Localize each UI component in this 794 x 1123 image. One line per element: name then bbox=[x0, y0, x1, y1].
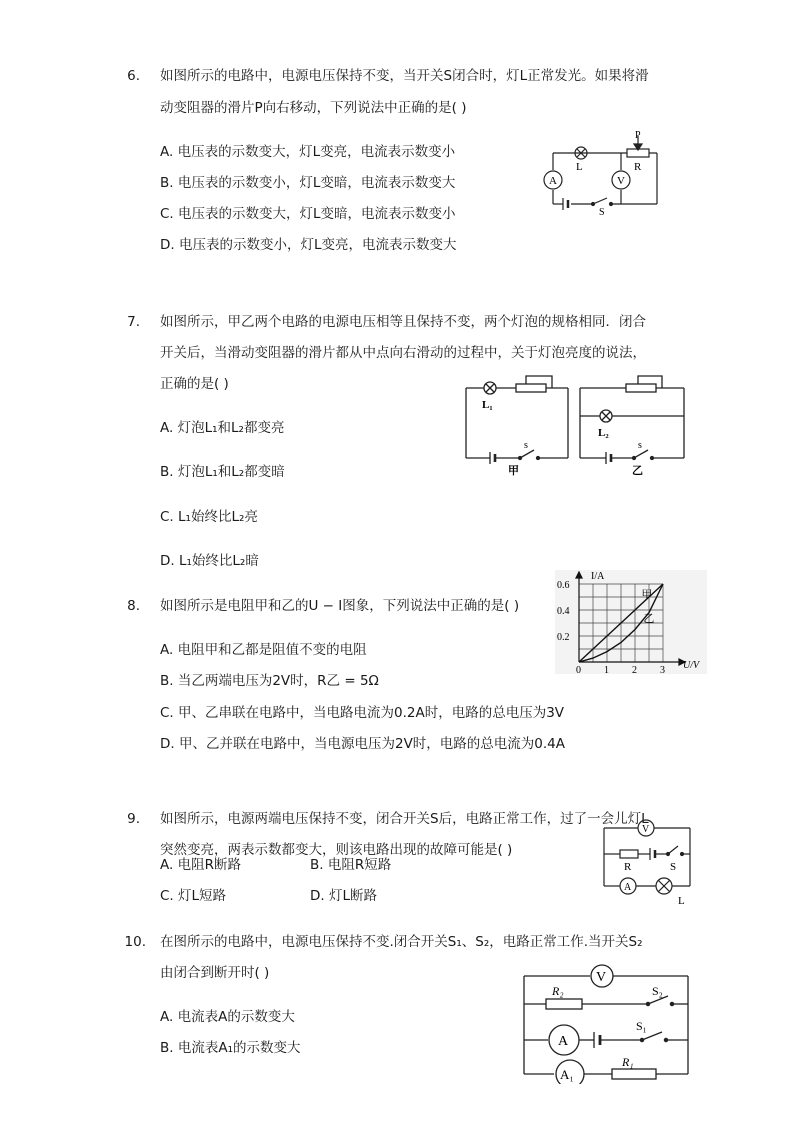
q10-label-s2: S₂ bbox=[652, 984, 663, 998]
q9-label-a: A bbox=[624, 882, 632, 893]
q8-x-tick-label: 2 bbox=[632, 665, 637, 674]
q8-y-tick-label: 0.6 bbox=[557, 580, 570, 591]
q7-circuit-figure bbox=[458, 370, 690, 478]
q6-number: 6. bbox=[127, 68, 140, 84]
q6-circuit-figure bbox=[535, 130, 665, 215]
q10-label-r1: R₁ bbox=[622, 1055, 634, 1069]
q8-y-tick-label: 0.2 bbox=[557, 632, 570, 643]
q7-stem-line2: 开关后，当滑动变阻器的滑片都从中点向右滑动的过程中，关于灯泡亮度的说法， bbox=[160, 345, 646, 361]
q10-stem-line1: 在图所示的电路中，电源电压保持不变.闭合开关S₁、S₂，电路正常工作.当开关S₂ bbox=[160, 934, 643, 950]
q8-x-tick-label: 1 bbox=[604, 665, 609, 674]
q9-option-a[interactable]: A. 电阻R断路 bbox=[160, 857, 241, 873]
q7-option-b[interactable]: B. 灯泡L₁和L₂都变暗 bbox=[160, 464, 285, 480]
q8-number: 8. bbox=[127, 598, 140, 614]
q7-label-s-jia: s bbox=[524, 440, 528, 451]
q7-label-jia: 甲 bbox=[508, 465, 519, 477]
q6-option-b[interactable]: B. 电压表的示数变小，灯L变暗，电流表示数变大 bbox=[160, 175, 456, 191]
q8-stem-line1: 如图所示是电阻甲和乙的U − I图象，下列说法中正确的是( ) bbox=[160, 598, 520, 614]
q9-circuit-figure bbox=[598, 816, 698, 906]
q10-number: 10. bbox=[124, 934, 146, 950]
q10-option-b[interactable]: B. 电流表A₁的示数变大 bbox=[160, 1040, 301, 1056]
q6-stem-line1: 如图所示的电路中，电源电压保持不变，当开关S闭合时，灯L正常发光。如果将滑 bbox=[160, 68, 649, 84]
q10-label-s1: S₁ bbox=[636, 1019, 647, 1033]
q9-option-b[interactable]: B. 电阻R短路 bbox=[310, 857, 392, 873]
q8-graph-background bbox=[555, 570, 707, 674]
q7-stem-line3: 正确的是( ) bbox=[160, 376, 229, 392]
q7-option-a[interactable]: A. 灯泡L₁和L₂都变亮 bbox=[160, 420, 285, 436]
q8-option-d[interactable]: D. 甲、乙并联在电路中，当电源电压为2V时，电路的总电流为0.4A bbox=[160, 736, 566, 752]
q6-label-r: R bbox=[634, 161, 642, 173]
q10-label-a: A bbox=[558, 1034, 569, 1049]
q9-label-v: V bbox=[642, 824, 650, 835]
q6-option-c[interactable]: C. 电压表的示数变大，灯L变暗，电流表示数变小 bbox=[160, 206, 456, 222]
q9-label-l: L bbox=[678, 895, 685, 906]
q7-number: 7. bbox=[127, 314, 140, 330]
q9-stem-line2: 突然变亮，两表示数都变大，则该电路出现的故障可能是( ) bbox=[160, 842, 513, 858]
q9-option-d[interactable]: D. 灯L断路 bbox=[310, 888, 377, 904]
q8-y-tick-label: 0.4 bbox=[557, 606, 570, 617]
q7-option-c[interactable]: C. L₁始终比L₂亮 bbox=[160, 509, 258, 525]
q10-option-a[interactable]: A. 电流表A的示数变大 bbox=[160, 1009, 295, 1025]
q6-label-l: L bbox=[576, 161, 583, 173]
q6-stem-line2: 动变阻器的滑片P向右移动，下列说法中正确的是( ) bbox=[160, 100, 467, 116]
q10-label-a1: A₁ bbox=[560, 1067, 574, 1082]
q8-option-b[interactable]: B. 当乙两端电压为2V时，R乙 = 5Ω bbox=[160, 673, 379, 689]
q10-circuit-figure bbox=[518, 962, 694, 1084]
q7-label-l1: L₁ bbox=[482, 399, 493, 411]
q6-label-p: P bbox=[635, 130, 641, 141]
q9-number: 9. bbox=[127, 811, 140, 827]
q8-ylabel: I/A bbox=[591, 571, 605, 582]
q8-x-tick-label: 0 bbox=[576, 665, 581, 674]
q7-option-d[interactable]: D. L₁始终比L₂暗 bbox=[160, 553, 259, 569]
q6-label-v: V bbox=[617, 175, 625, 187]
q7-label-l2: L₂ bbox=[598, 427, 609, 439]
q8-option-c[interactable]: C. 甲、乙串联在电路中，当电路电流为0.2A时，电路的总电压为3V bbox=[160, 705, 565, 721]
q8-xlabel: U/V bbox=[683, 660, 700, 671]
q6-label-s: S bbox=[599, 207, 605, 215]
q10-label-v: V bbox=[596, 970, 607, 985]
q8-series-label-1: 甲 bbox=[641, 589, 653, 601]
q7-stem-line1: 如图所示，甲乙两个电路的电源电压相等且保持不变，两个灯泡的规格相同．闭合 bbox=[160, 314, 646, 330]
q7-label-s-yi: s bbox=[638, 440, 642, 451]
q9-stem-line1: 如图所示，电源两端电压保持不变，闭合开关S后，电路正常工作，过了一会儿灯L bbox=[160, 811, 649, 827]
q6-option-a[interactable]: A. 电压表的示数变大，灯L变亮，电流表示数变小 bbox=[160, 144, 456, 160]
q9-label-r: R bbox=[624, 861, 632, 873]
q6-label-a: A bbox=[549, 175, 557, 187]
q8-series-label-2: 乙 bbox=[643, 613, 655, 625]
q8-option-a[interactable]: A. 电阻甲和乙都是阻值不变的电阻 bbox=[160, 642, 367, 658]
q10-label-r2: R₂ bbox=[552, 984, 564, 998]
q6-option-d[interactable]: D. 电压表的示数变小，灯L变亮，电流表示数变大 bbox=[160, 237, 457, 253]
q9-option-c[interactable]: C. 灯L短路 bbox=[160, 888, 227, 904]
q8-ui-graph bbox=[555, 570, 707, 674]
q8-x-tick-label: 3 bbox=[660, 665, 665, 674]
q10-stem-line2: 由闭合到断开时( ) bbox=[160, 965, 270, 981]
q9-label-s: S bbox=[670, 861, 677, 873]
q7-label-yi: 乙 bbox=[632, 465, 643, 477]
